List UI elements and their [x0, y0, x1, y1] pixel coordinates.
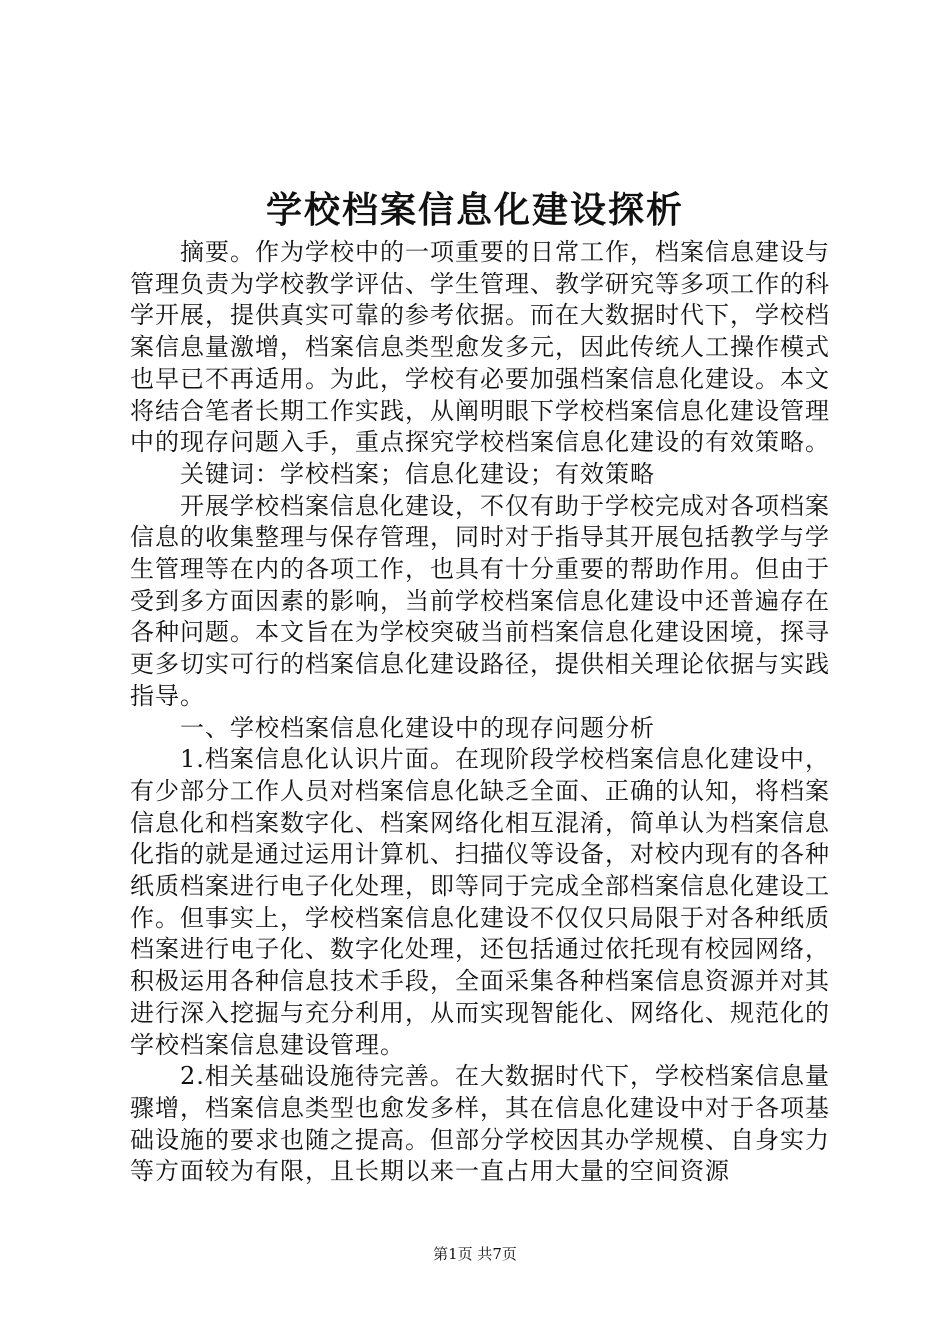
- section-heading: 一、学校档案信息化建设中的现存问题分析: [180, 713, 655, 742]
- body-paragraph: 1.档案信息化认识片面。在现阶段学校档案信息化建设中，有少部分工作人员对档案信息化缺乏全面、正确的认知，将档案信息化和档案数字化、档案网络化相互混淆，简单认为档案信息化指的就是通过运用计算机、扫描仪等设备，对校内现有的各种纸质档案进行电子化处理，即等同于完成全部档案信息化建设工作。但事实上，学校档案信息化建设不仅仅只局限于对各种纸质档案进行电子化、数字化处理，还包括通过依托现有校园网络，积极运用各种信息技术手段，全面采集各种档案信息资源并对其进行深入挖掘与充分利用，从而实现智能化、网络化、规范化的学校档案信息建设管理。: [130, 745, 830, 1059]
- document-body: [130, 237, 830, 1188]
- abstract-paragraph: 摘要。作为学校中的一项重要的日常工作，档案信息建设与管理负责为学校教学评估、学生管理、教学研究等多项工作的科学开展，提供真实可靠的参考依据。而在大数据时代下，学校档案信息量激增，档案信息类型愈发多元，因此传统人工操作模式也早已不再适用。为此，学校有必要加强档案信息化建设。本文将结合笔者长期工作实践，从阐明眼下学校档案信息化建设管理中的现存问题入手，重点探究学校档案信息化建设的有效策略。: [130, 238, 830, 457]
- intro-paragraph: 开展学校档案信息化建设，不仅有助于学校完成对各项档案信息的收集整理与保存管理，同时对于指导其开展包括教学与学生管理等在内的各项工作，也具有十分重要的帮助作用。但由于受到多方面因素的影响，当前学校档案信息化建设中还普遍存在各种问题。本文旨在为学校突破当前档案信息化建设困境，探寻更多切实可行的档案信息化建设路径，提供相关理论依据与实践指导。: [130, 491, 830, 710]
- document-title: 学校档案信息化建设探析: [265, 189, 684, 231]
- page-footer: 第1页 共7页: [433, 1245, 517, 1263]
- body-paragraph: 2.相关基础设施待完善。在大数据时代下，学校档案信息量骤增，档案信息类型也愈发多样，其在信息化建设中对于各项基础设施的要求也随之提高。但部分学校因其办学规模、自身实力等方面较为有限，且长期以来一直占用大量的空间资源: [130, 1062, 830, 1186]
- keywords-paragraph: 关键词：学校档案；信息化建设；有效策略: [180, 459, 655, 488]
